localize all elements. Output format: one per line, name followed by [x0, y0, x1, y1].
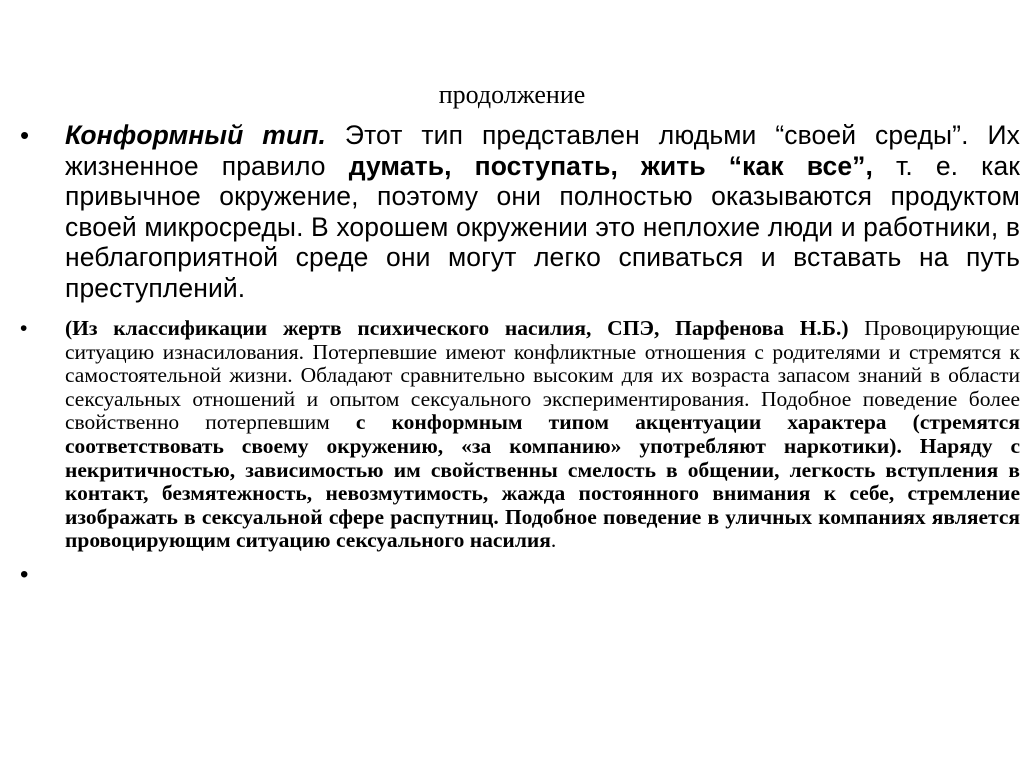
bullet-dot-icon: •	[20, 317, 28, 340]
classification-source: (Из классификации жертв психического насилия, СПЭ, Парфенова Н.Б.)	[65, 316, 849, 340]
bullet1-text-part1: Этот тип представлен людьми “своей среды”. Их жизненное правило	[65, 120, 1020, 181]
bullet2-bold-text: с конформным типом акцентуации характера (стремятся соответствовать своему окружению, «за компанию» употребляют наркотики). Наряду с некритичностью, зависимостью им свойственны смелость в общении, легкость вступления в контакт, безмятежность, невозмутимость, жажда постоянного внимания к себе, стремление изображать в сексуальной сфере распутниц. Подобное поведение в уличных компаниях является провоцирующим ситуацию сексуального насилия	[65, 410, 1020, 553]
bullet2-end: .	[550, 528, 557, 553]
bullet-item-empty	[20, 561, 1020, 589]
bullet-dot-icon: •	[20, 560, 29, 588]
bullet-item-conformal-type	[20, 120, 1020, 303]
bullet1-text-part2: т. е. как привычное окружение, поэтому они полностью оказываются продуктом своей микросреды. В хорошем окружении это неплохие люди и работники, в неблагоприятной среде они могут легко спиваться и вставать на путь преступлений.	[65, 150, 1020, 303]
term-conformal-type: Конформный тип.	[65, 120, 326, 150]
bullet1-emphasis: думать, поступать, жить “как все”,	[348, 150, 873, 181]
slide-title: продолжение	[438, 80, 586, 109]
bullet-dot-icon: •	[20, 120, 30, 150]
bullet2-text-part1: Провоцирующие ситуацию изнасилования. Потерпевшие имеют конфликтные отношения с родителями и стремятся к самостоятельной жизни. Обладают сравнительно высоким для их возраста запасом знаний в области сексуальных отношений и опытом сексуального экспериментирования. Подобное поведение более свойственно потерпевшим	[65, 316, 1020, 435]
bullet-item-classification	[20, 317, 1020, 553]
bullet-list	[20, 120, 1020, 589]
